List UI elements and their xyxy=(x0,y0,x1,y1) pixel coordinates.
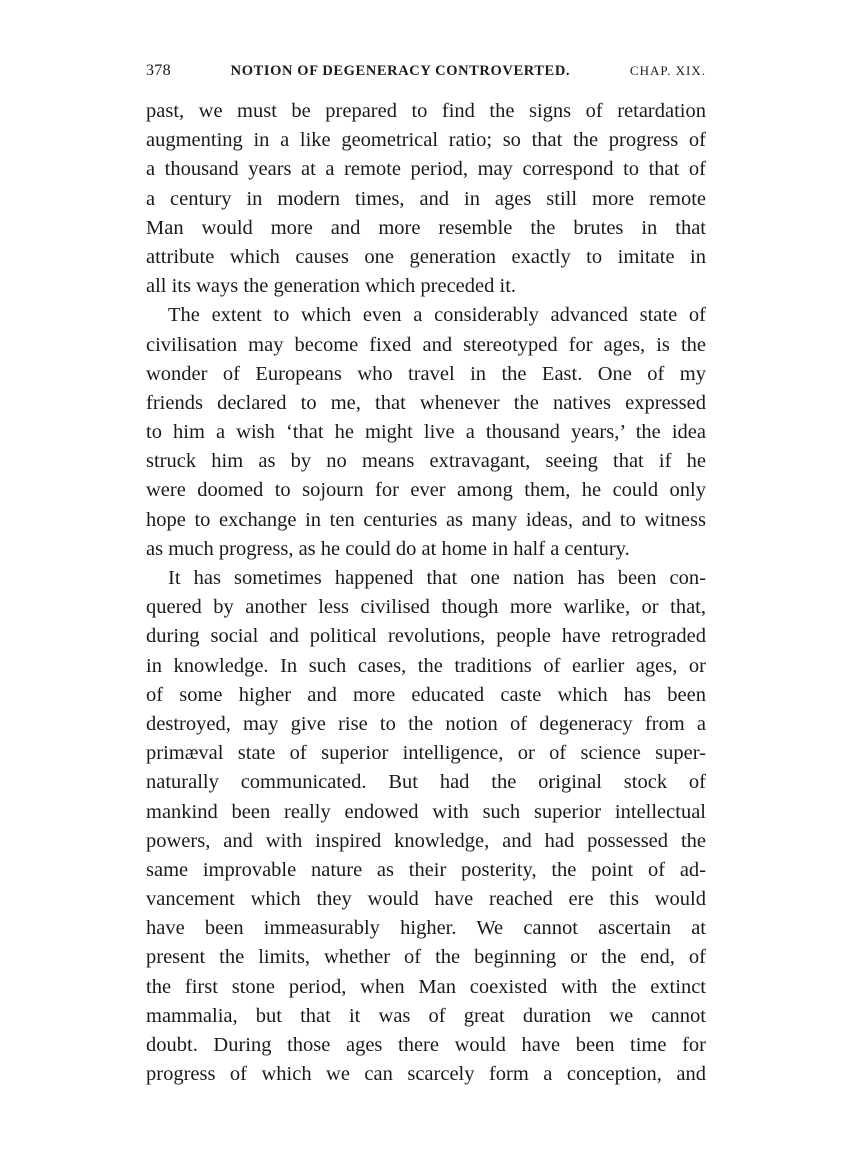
text-line: destroyed, may give rise to the notion of degeneracy from a xyxy=(146,712,706,735)
paragraph xyxy=(146,301,706,564)
text-line: mankind been really endowed with such superior intellectual xyxy=(146,800,706,823)
paragraph xyxy=(146,564,706,1089)
text-line: were doomed to sojourn for ever among them, he could only xyxy=(146,479,706,502)
text-line: a thousand years at a remote period, may correspond to that of xyxy=(146,158,706,181)
text-line: during social and political revolutions, people have retrograded xyxy=(146,625,706,648)
text-line: quered by another less civilised though more warlike, or that, xyxy=(146,596,706,619)
text-line: past, we must be prepared to find the signs of retardation xyxy=(146,100,706,122)
text-line: same improvable nature as their posterity, the point of ad- xyxy=(146,858,706,881)
text-line: present the limits, whether of the beginning or the end, of xyxy=(146,946,706,969)
page-number: 378 xyxy=(146,62,171,79)
text-line: progress of which we can scarcely form a conception, and xyxy=(146,1063,706,1086)
text-line: have been immeasurably higher. We cannot ascertain at xyxy=(146,917,706,940)
text-line: attribute which causes one generation exactly to imitate in xyxy=(146,245,706,268)
text-line: mammalia, but that it was of great duration we cannot xyxy=(146,1004,706,1027)
text-line: a century in modern times, and in ages still more remote xyxy=(146,187,706,210)
body-text xyxy=(146,97,706,1089)
text-line: civilisation may become fixed and stereotyped for ages, is the xyxy=(146,333,706,356)
text-line: naturally communicated. But had the original stock of xyxy=(146,771,706,794)
text-line: friends declared to me, that whenever the natives expressed xyxy=(146,391,706,414)
text-line: as much progress, as he could do at home in half a century. xyxy=(146,537,630,560)
text-line: in knowledge. In such cases, the traditions of earlier ages, or xyxy=(146,654,706,677)
chapter-label: CHAP. XIX. xyxy=(629,63,706,78)
text-line: struck him as by no means extravagant, seeing that if he xyxy=(146,450,706,473)
text-line: all its ways the generation which preceded it. xyxy=(146,275,517,298)
text-line: It has sometimes happened that one nation has been con- xyxy=(168,567,706,589)
running-title: NOTION OF DEGENERACY CONTROVERTED. xyxy=(230,63,571,79)
text-line: doubt. During those ages there would have been time for xyxy=(146,1034,706,1056)
text-line: primæval state of superior intelligence, or of science super- xyxy=(146,742,706,765)
text-line: powers, and with inspired knowledge, and had possessed the xyxy=(146,829,706,852)
paragraph xyxy=(146,97,706,301)
text-line: wonder of Europeans who travel in the East. One of my xyxy=(146,362,706,385)
running-head xyxy=(146,62,706,80)
text-line: The extent to which even a considerably advanced state of xyxy=(168,304,706,327)
text-line: augmenting in a like geometrical ratio; so that the progress of xyxy=(146,129,706,152)
text-line: hope to exchange in ten centuries as many ideas, and to witness xyxy=(146,508,706,531)
text-line: vancement which they would have reached ere this would xyxy=(146,888,706,911)
text-line: to him a wish ‘that he might live a thousand years,’ the idea xyxy=(146,421,706,444)
text-line: of some higher and more educated caste which has been xyxy=(146,683,706,706)
text-line: Man would more and more resemble the brutes in that xyxy=(146,216,706,239)
text-line: the first stone period, when Man coexisted with the extinct xyxy=(146,975,706,998)
